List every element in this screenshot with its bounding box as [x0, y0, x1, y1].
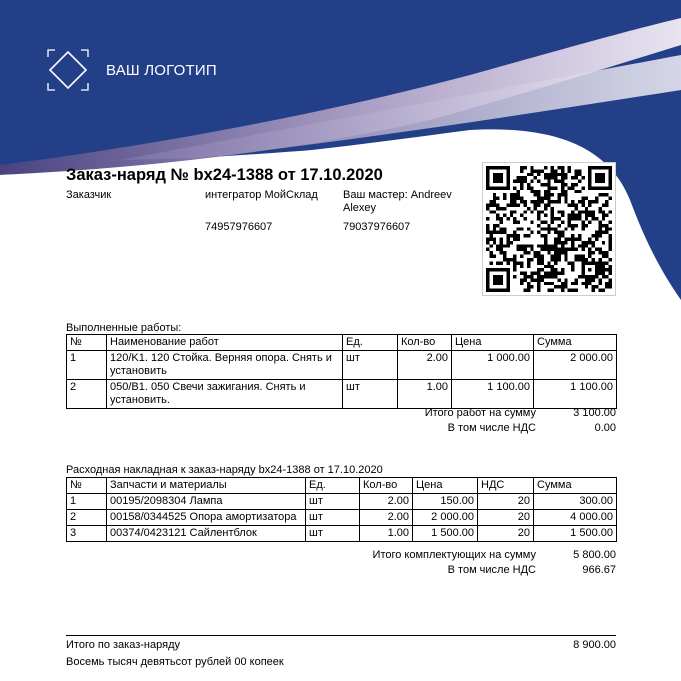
- cell-no: 2: [67, 380, 107, 409]
- works-col-sum: Сумма: [534, 335, 617, 351]
- parts-header-row: [67, 478, 617, 494]
- customer-phone: 74957976607: [205, 221, 273, 233]
- parts-col-vat: НДС: [478, 478, 534, 494]
- works-total-label: Итого работ на сумму: [424, 407, 536, 419]
- cell-sum: 2 000.00: [534, 351, 617, 380]
- cell-qty: 2.00: [360, 510, 413, 526]
- cell-unit: шт: [306, 494, 360, 510]
- cell-unit: шт: [306, 526, 360, 542]
- cell-unit: шт: [343, 380, 398, 409]
- qr-code-icon: [482, 162, 616, 296]
- cell-qty: 2.00: [360, 494, 413, 510]
- works-col-no: №: [67, 335, 107, 351]
- table-row: [67, 510, 617, 526]
- logo-text: ВАШ ЛОГОТИП: [106, 62, 217, 79]
- works-total-value: 3 100.00: [573, 407, 616, 419]
- cell-name: 00374/0423121 Сайлентблок: [107, 526, 306, 542]
- works-section-title: Выполненные работы:: [66, 322, 182, 334]
- table-row: [67, 351, 617, 380]
- table-row: [67, 526, 617, 542]
- works-vat-value: 0.00: [594, 422, 616, 434]
- parts-totals: [66, 548, 616, 578]
- cell-price: 150.00: [413, 494, 478, 510]
- cell-qty: 1.00: [360, 526, 413, 542]
- cell-price: 1 100.00: [452, 380, 534, 409]
- cell-no: 2: [67, 510, 107, 526]
- cell-name: 00158/0344525 Опора амортизатора: [107, 510, 306, 526]
- cell-no: 1: [67, 351, 107, 380]
- parts-vat-value: 966.67: [582, 564, 616, 576]
- cell-qty: 1.00: [398, 380, 452, 409]
- works-col-price: Цена: [452, 335, 534, 351]
- parts-total-label: Итого комплектующих на сумму: [372, 549, 536, 561]
- table-row: [67, 380, 617, 409]
- cell-no: 3: [67, 526, 107, 542]
- cell-name: 050/B1. 050 Свечи зажигания. Снять и установить.: [107, 380, 343, 409]
- works-header-row: [67, 335, 617, 351]
- footer-total-value: 8 900.00: [573, 639, 616, 651]
- parts-table: [66, 477, 617, 542]
- table-row: [67, 494, 617, 510]
- cell-price: 1 000.00: [452, 351, 534, 380]
- works-totals: [66, 406, 616, 436]
- cell-unit: шт: [306, 510, 360, 526]
- parts-col-sum: Сумма: [534, 478, 617, 494]
- works-col-qty: Кол-во: [398, 335, 452, 351]
- customer-label: Заказчик: [66, 189, 112, 201]
- cell-price: 2 000.00: [413, 510, 478, 526]
- footer-total-label: Итого по заказ-наряду: [66, 639, 180, 651]
- cell-qty: 2.00: [398, 351, 452, 380]
- parts-section-title: Расходная накладная к заказ-наряду bx24-1388 от 17.10.2020: [66, 464, 383, 476]
- parts-col-name: Запчасти и материалы: [107, 478, 306, 494]
- cell-name: 00195/2098304 Лампа: [107, 494, 306, 510]
- parts-total-value: 5 800.00: [573, 549, 616, 561]
- cell-vat: 20: [478, 494, 534, 510]
- works-table: [66, 334, 617, 409]
- diamond-frame-logo-icon: [46, 48, 90, 92]
- works-vat-label: В том числе НДС: [447, 422, 536, 434]
- master-name: Ваш мастер: Andreev Alexey: [343, 189, 452, 214]
- cell-no: 1: [67, 494, 107, 510]
- cell-unit: шт: [343, 351, 398, 380]
- parts-col-price: Цена: [413, 478, 478, 494]
- parts-col-qty: Кол-во: [360, 478, 413, 494]
- cell-sum: 1 500.00: [534, 526, 617, 542]
- document-title: Заказ-наряд № bx24-1388 от 17.10.2020: [66, 166, 383, 184]
- cell-sum: 300.00: [534, 494, 617, 510]
- cell-vat: 20: [478, 526, 534, 542]
- parts-col-unit: Ед.: [306, 478, 360, 494]
- cell-vat: 20: [478, 510, 534, 526]
- cell-sum: 4 000.00: [534, 510, 617, 526]
- cell-price: 1 500.00: [413, 526, 478, 542]
- works-col-name: Наименование работ: [107, 335, 343, 351]
- master-phone: 79037976607: [343, 221, 411, 233]
- footer-divider: [66, 635, 616, 636]
- cell-name: 120/K1. 120 Стойка. Верняя опора. Снять и установить: [107, 351, 343, 380]
- parts-vat-label: В том числе НДС: [447, 564, 536, 576]
- works-col-unit: Ед.: [343, 335, 398, 351]
- parts-col-no: №: [67, 478, 107, 494]
- footer-amount-words: Восемь тысяч девятьсот рублей 00 копеек: [66, 656, 284, 668]
- cell-sum: 1 100.00: [534, 380, 617, 409]
- customer-name: интегратор МойСклад: [205, 189, 318, 201]
